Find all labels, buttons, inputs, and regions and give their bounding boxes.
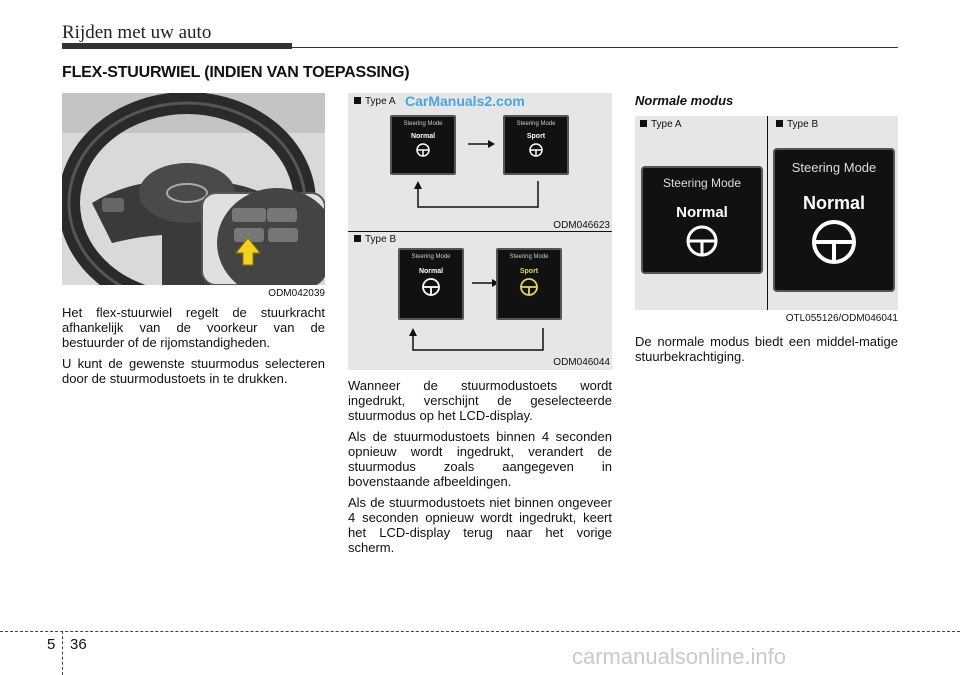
- figure-caption: ODM046044: [553, 357, 610, 368]
- chapter-number: 5: [47, 636, 56, 653]
- footer-divider: [0, 631, 960, 632]
- steering-wheel-illustration: [62, 93, 325, 285]
- arrow-right-icon: [466, 139, 496, 149]
- loop-arrow-icon: [403, 328, 563, 356]
- lcd-screen-normal: [390, 115, 456, 175]
- screen-title: Steering Mode: [403, 121, 443, 127]
- figure-caption: ODM042039: [268, 288, 325, 299]
- type-label: Type A: [640, 119, 682, 130]
- header-rule-thick: [62, 43, 292, 49]
- mode-label: Normal: [418, 268, 444, 275]
- paragraph: Het flex-stuurwiel regelt de stuurkracht afhankelijk van de voorkeur van de bestuurder of de rijomstandigheden.: [62, 305, 325, 350]
- screen-title: Steering Mode: [516, 121, 556, 127]
- watermark-bottom: carmanualsonline.info: [572, 644, 787, 669]
- steering-wheel-icon: [400, 275, 462, 301]
- paragraph: Wanneer de stuurmodustoets wordt ingedrukt, verschijnt de geselecteerde stuurmodus op het LCD-display.: [348, 378, 612, 423]
- figure-caption: OTL055126/ODM046041: [785, 313, 898, 324]
- header-rule-thin: [292, 47, 898, 48]
- type-label: Type B: [354, 234, 396, 245]
- mode-label: Normal: [676, 204, 728, 221]
- type-a-figure: [348, 93, 612, 231]
- loop-arrow-icon: [408, 181, 558, 213]
- chapter-title: Rijden met uw auto: [62, 22, 212, 43]
- steering-wheel-figure: [62, 93, 325, 285]
- footer-divider-vertical: [62, 631, 63, 675]
- steering-wheel-icon: [505, 140, 567, 160]
- lcd-screen-sport: [503, 115, 569, 175]
- page-number: 36: [70, 636, 87, 653]
- steering-wheel-icon: [392, 140, 454, 160]
- screen-title: Steering Mode: [791, 160, 877, 175]
- normal-mode-figure: [635, 116, 898, 310]
- steering-wheel-icon: [643, 221, 761, 261]
- screen-title: Steering Mode: [662, 176, 742, 190]
- mode-label: Normal: [802, 193, 865, 213]
- lcd-screen-normal: [398, 248, 464, 320]
- figure-divider: [767, 116, 768, 310]
- screen-title: Steering Mode: [411, 254, 451, 260]
- type-b-figure: [348, 232, 612, 370]
- section-title: FLEX-STUURWIEL (INDIEN VAN TOEPASSING): [62, 64, 410, 81]
- col2-text: [348, 378, 612, 561]
- square-bullet-icon: [776, 120, 783, 127]
- lcd-screen-sport: [496, 248, 562, 320]
- type-label: Type A: [354, 96, 396, 107]
- lcd-screen-normal-type-a: [641, 166, 763, 274]
- paragraph: Als de stuurmodustoets niet binnen ongeveer 4 seconden opnieuw wordt ingedrukt, keert het LCD-display terug naar het vorige scherm.: [348, 495, 612, 555]
- paragraph: U kunt de gewenste stuurmodus selecteren door de stuurmodustoets in te drukken.: [62, 356, 325, 386]
- square-bullet-icon: [354, 97, 361, 104]
- mode-label: Normal: [410, 133, 436, 140]
- mode-label: Sport: [519, 268, 539, 275]
- square-bullet-icon: [640, 120, 647, 127]
- mode-label: Sport: [526, 133, 546, 140]
- type-label: Type B: [776, 119, 818, 130]
- paragraph: Als de stuurmodustoets binnen 4 seconden opnieuw wordt ingedrukt, verandert de stuurmodus zoals aangegeven in bovenstaande afbeeldingen.: [348, 429, 612, 489]
- square-bullet-icon: [354, 235, 361, 242]
- figure-caption: ODM046623: [553, 220, 610, 231]
- screen-title: Steering Mode: [509, 254, 549, 260]
- col3-text: De normale modus biedt een middel-matige stuurbekrachtiging.: [635, 334, 898, 364]
- col1-text: [62, 305, 325, 392]
- steering-wheel-icon: [498, 275, 560, 301]
- normal-mode-heading: Normale modus: [635, 93, 734, 108]
- steering-wheel-icon: [775, 214, 893, 274]
- lcd-screen-normal-type-b: [773, 148, 895, 292]
- watermark-top: CarManuals2.com: [405, 93, 525, 109]
